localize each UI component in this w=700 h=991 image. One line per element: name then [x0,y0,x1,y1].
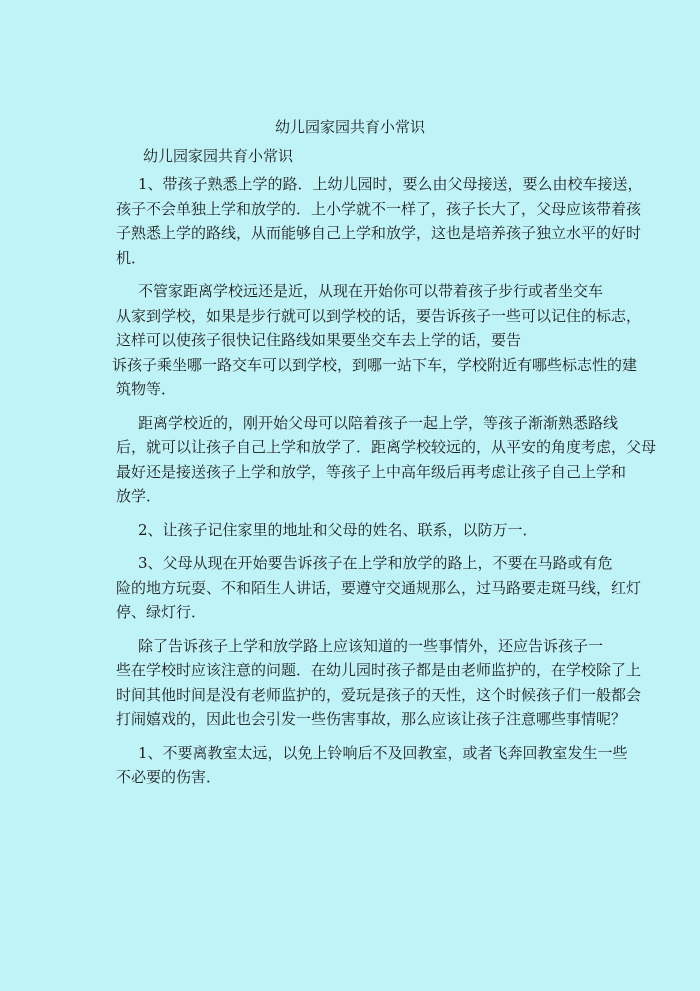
paragraph-4 [116,518,646,543]
paragraph-line: 这样可以使孩子很快记住路线如果要坐交车去上学的话，要告 [116,331,522,349]
paragraph-line: 1、不要离教室太远，以免上铃响后不及回教室，或者飞奔回教室发生一些 [138,743,628,762]
paragraph-line: 孩子不会单独上学和放学的．上小学就不一样了，孩子长大了，父母应该带着孩 [116,199,642,218]
paragraph-line: 最好还是接送孩子上学和放学，等孩子上中高年级后再考虑让孩子自己上学和 [116,462,627,481]
paragraph-line: 1、带孩子熟悉上学的路．上幼儿园时，要么由父母接送，要么由校车接送， [138,175,643,193]
document-subtitle: 幼儿园家园共育小常识 [143,147,294,165]
paragraph-1 [116,172,646,270]
paragraph-line: 3、父母从现在开始要告诉孩子在上学和放学的路上，不要在马路或有危 [138,554,613,572]
paragraph-line: 机． [116,248,147,267]
paragraph-line: 距离学校近的，刚开始父母可以陪着孩子一起上学，等孩子渐渐熟悉路线 [138,413,619,432]
paragraph-6 [116,634,646,732]
paragraph-3 [116,411,657,509]
paragraph-line: 时间其他时间是没有老师监护的，爱玩是孩子的天性，这个时候孩子们一般都会 [116,685,642,704]
paragraph-line: 除了告诉孩子上学和放学路上应该知道的一些事情外，还应告诉孩子一 [138,636,604,655]
paragraph-line: 筑物等． [116,380,177,398]
paragraph-line: 诉孩子乘坐哪一路交车可以到学校，到哪一站下车，学校附近有哪些标志性的建 [112,355,638,374]
paragraph-line: 停、绿灯行． [116,603,207,621]
paragraph-2 [112,279,646,402]
paragraph-line: 打闹嬉戏的，因此也会引发一些伤害事故，那么应该让孩子注意哪些事情呢？ [116,710,627,728]
paragraph-5 [116,551,646,625]
paragraph-line: 些在学校时应该注意的问题．在幼儿园时孩子都是由老师监护的，在学校除了上 [116,661,642,679]
paragraph-line: 险的地方玩耍、不和陌生人讲话，要遵守交通规那么，过马路要走斑马线，红灯 [116,578,642,597]
paragraph-line: 从家到学校，如果是步行就可以到学校的话，要告诉孩子一些可以记住的标志， [116,306,642,325]
paragraph-line: 后，就可以让孩子自己上学和放学了．距离学校较远的，从平安的角度考虑，父母 [116,438,657,456]
document-title: 幼儿园家园共育小常识 [274,118,425,136]
paragraph-line: 不管家距离学校远还是近，从现在开始你可以带着孩子步行或者坐交车 [138,282,604,300]
document-body [112,172,657,790]
paragraph-line: 子熟悉上学的路线，从而能够自己上学和放学，这也是培养孩子独立水平的好时 [116,224,642,242]
paragraph-line: 放学． [116,487,162,505]
paragraph-line: 不必要的伤害． [116,768,222,786]
paragraph-line: 2、让孩子记住家里的地址和父母的姓名、联系，以防万一． [138,520,538,539]
paragraph-7 [116,741,646,790]
